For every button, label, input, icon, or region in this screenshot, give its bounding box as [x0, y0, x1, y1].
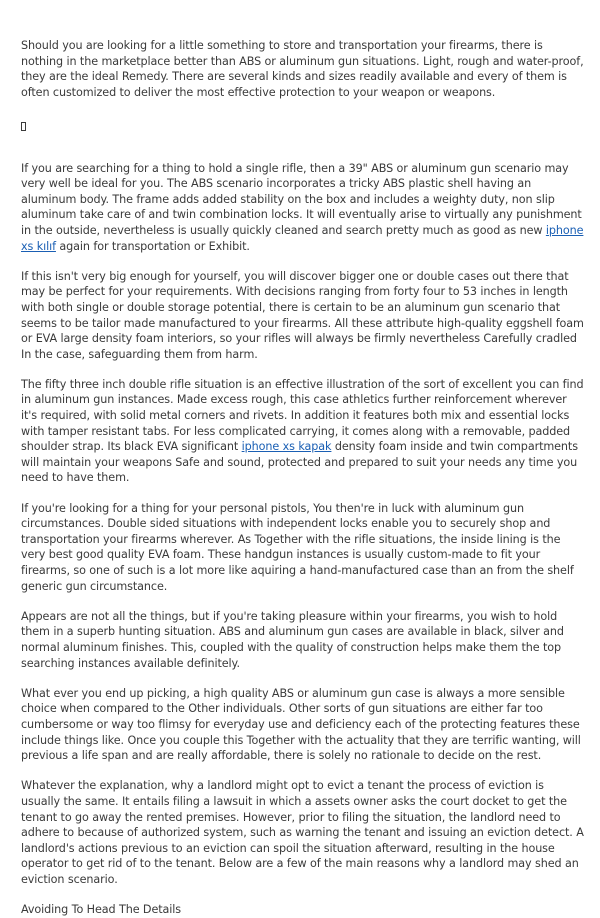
article-body	[21, 38, 586, 918]
paragraph-fifty-three-inch	[21, 377, 586, 486]
missing-glyph-box-icon	[21, 122, 26, 131]
paragraph-text: If you are searching for a thing to hold a single rifle, then a 39" ABS or aluminum gun scenario may very well be ideal for you. The ABS scenario incorporates a tricky ABS plastic shell having an aluminum body. The frame adds added stability on the box and includes a weighty duty, non slip aluminum take care of and twin combination locks. It will eventually arise to virtually any punishment in the outside, nevertheless is usually quickly cleaned and search pretty much as good as new	[21, 161, 582, 237]
paragraph-eviction: Whatever the explanation, why a landlord might opt to evict a tenant the process of eviction is usually the same. It entails filing a lawsuit in which a assets owner asks the court docket to get the tenant to go away the rented premises. However, prior to filing the situation, the landlord need to adhere to because of authorized system, such as warning the tenant and issuing an eviction detect. A landlord's actions previous to an eviction can spoil the situation afterward, resulting in the house operator to get rid of to the tenant. Below are a few of the main reasons why a landlord may shed an eviction scenario.	[21, 779, 584, 886]
paragraph-text: The fifty three inch double rifle situation is an effective illustration of the sort of excellent you can find in aluminum gun instances. Made excess rough, this case athletics further reinforcement wherever it's required, with solid metal corners and rivets. In addition it features both mix and essential locks with tamper resistant tabs. For less complicated carrying, it comes along with a removable, padded shoulder strap. Its black EVA significant	[21, 377, 584, 454]
iphone-xs-kilif-link[interactable]: iphone xs kılıf	[21, 223, 584, 253]
paragraph-double-cases: If this isn't very big enough for yourself, you will discover bigger one or double cases out there that may be perfect for your requirements. With decisions ranging from forty four to 53 inches in length with both single or double storage potential, there is certain to be an aluminum gun scenario that seems to be tailor made manufactured to your firearms. All these attribute high-quality eggshell foam or EVA large density foam interiors, so your rifles will always be firmly nevertheless Carefully cradled In the case, safeguarding them from harm.	[21, 269, 584, 361]
paragraph-pistols: If you're looking for a thing for your personal pistols, You then're in luck with aluminum gun circumstances. Double sided situations with independent locks enable you to securely shop and transportation your firearms wherever. As Together with the rifle situations, the inside lining is the very best good quality EVA foam. These handgun instances is usually custom-made to fit your firearms, so one of such is a lot more like aquiring a hand-manufactured case than an from the shelf generic gun circumstance.	[21, 501, 574, 593]
iphone-xs-kapak-link[interactable]: iphone xs kapak	[241, 440, 332, 454]
paragraph-choice: What ever you end up picking, a high quality ABS or aluminum gun case is always a more sensible choice when compared to the Other individuals. Other sorts of gun situations are either far too cumbersome or way too flimsy for everyday use and deficiency each of the protecting features these include things like. Once you couple this Together with the actuality that they are terrific wanting, will previous a life span and are really affordable, there is solely no rationale to decide on the rest.	[21, 686, 581, 763]
paragraph-single-rifle	[21, 161, 586, 255]
section-heading: Avoiding To Head The Details	[21, 903, 182, 917]
paragraph-text: again for transportation or Exhibit.	[55, 239, 250, 253]
missing-glyph-line	[21, 115, 586, 131]
paragraph-intro: Should you are looking for a little something to store and transportation your firearms, there is nothing in the marketplace better than ABS or aluminum gun situations. Light, rough and water-proof, they are the ideal Remedy. There are several kinds and sizes readily available and every of them is often customized to deliver the most effective protection to your weapon or weapons.	[21, 39, 584, 99]
paragraph-appearance: Appears are not all the things, but if you're taking pleasure within your firearms, you wish to hold them in a superb hunting situation. ABS and aluminum gun cases are available in black, silver and normal aluminum finishes. This, coupled with the quality of construction helps make them the top searching instances available definitely.	[21, 609, 564, 670]
paragraph-text: density foam inside and twin compartments will maintain your weapons Safe and sound, protected and prepared to suit your needs any time you need to have them.	[21, 440, 578, 485]
